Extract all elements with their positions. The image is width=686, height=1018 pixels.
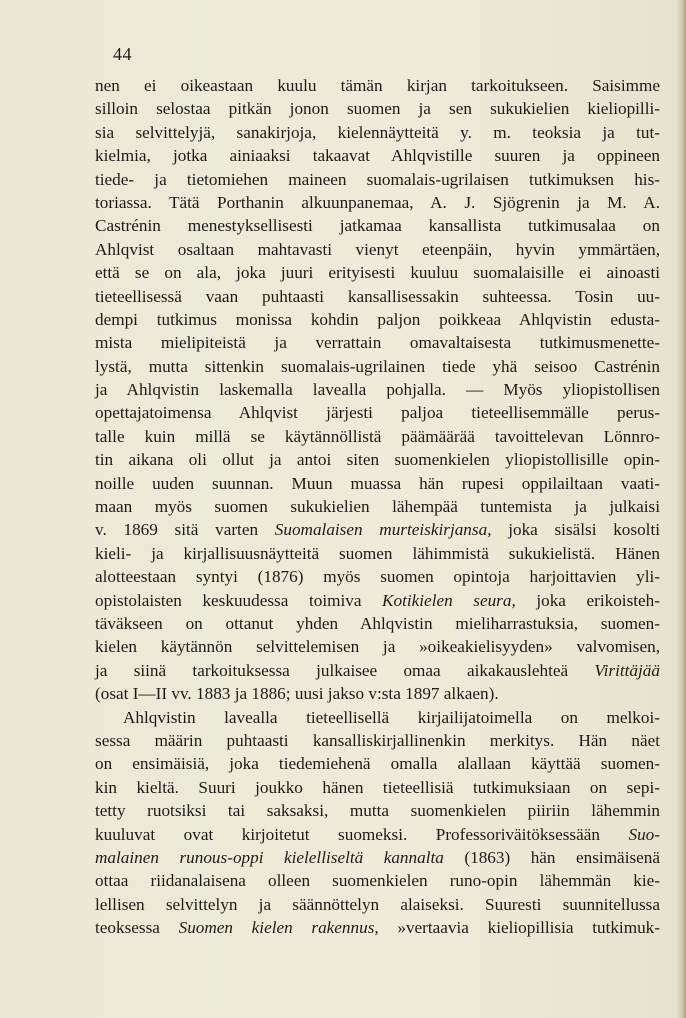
italic-title: Kotikielen seura, <box>382 590 516 610</box>
italic-title: Suomen kielen rakennus, <box>178 918 379 938</box>
text-run: Ahlqvistin lavealla tieteellisellä kirjailijatoimella on melkoi- <box>123 707 660 727</box>
text-run: tieteellisessä vaan puhtaasti kansallisessakin suhteessa. Tosin uu- <box>95 286 660 306</box>
text-run: lystä, mutta sittenkin suomalais-ugrilainen tiede yhä seisoo Castrénin <box>95 356 660 376</box>
text-line <box>95 97 660 120</box>
text-run: mista mielipiteistä ja verrattain omavaltaisesta tutkimusmenette- <box>95 333 660 353</box>
text-run: kuuluvat ovat kirjoitetut suomeksi. Professoriväitöksessään <box>95 824 629 844</box>
text-line <box>95 916 660 939</box>
text-line <box>95 846 660 869</box>
text-run: kin kieltä. Suuri joukko hänen tieteellisiä tutkimuksiaan on sepi- <box>95 777 660 797</box>
text-line <box>95 448 660 471</box>
text-line <box>95 893 660 916</box>
text-run: sessa määrin puhtaasti kansalliskirjallinenkin merkitys. Hän näet <box>95 730 660 750</box>
text-line <box>95 425 660 448</box>
text-line <box>95 401 660 424</box>
text-line <box>95 214 660 237</box>
italic-title: Suo- <box>628 824 660 844</box>
text-run: Castrénin menestyksellisesti jatkamaa kansallista tutkimusalaa on <box>95 216 660 236</box>
text-line <box>95 121 660 144</box>
text-line <box>95 542 660 565</box>
text-line <box>95 635 660 658</box>
text-run: (osat I—II vv. 1883 ja 1886; uusi jakso v:sta 1897 alkaen). <box>95 684 499 704</box>
text-run: joka erikoisteh- <box>515 590 660 610</box>
text-line <box>95 752 660 775</box>
text-run: toriassa. Tätä Porthanin alkuunpanemaa, A. J. Sjögrenin ja M. A. <box>95 192 660 212</box>
text-run: noille uuden suunnan. Muun muassa hän rupesi oppilailtaan vaati- <box>95 473 660 493</box>
text-run: sia selvittelyjä, sanakirjoja, kielennäytteitä y. m. teoksia ja tut- <box>95 122 660 142</box>
text-run: kielen käytännön selvittelemisen ja »oikeakielisyyden» valvomisen, <box>95 637 660 657</box>
text-run: opistolaisten keskuudessa toimiva <box>95 590 383 610</box>
text-line <box>95 589 660 612</box>
text-run: ottaa riidanalaisena olleen suomenkielen runo-opin lähemmän kie- <box>95 871 660 891</box>
text-run: opettajatoimensa Ahlqvist järjesti paljoa tieteellisemmälle perus- <box>95 403 660 423</box>
text-line <box>95 261 660 284</box>
page-edge-shadow <box>676 0 686 1018</box>
text-line <box>95 612 660 635</box>
text-run: (1863) hän ensimäisenä <box>443 847 661 867</box>
text-line <box>95 776 660 799</box>
text-run: alotteestaan syntyi (1876) myös suomen opintoja harjoittavien yli- <box>95 567 660 587</box>
text-line <box>95 565 660 588</box>
text-line <box>95 869 660 892</box>
text-line <box>95 378 660 401</box>
text-line <box>95 823 660 846</box>
text-line <box>95 659 660 682</box>
text-run: kielmia, jotka ainiaaksi takaavat Ahlqvistille suuren ja oppineen <box>95 146 660 166</box>
page-number: 44 <box>113 44 132 64</box>
text-line <box>95 729 660 752</box>
text-line <box>95 74 660 97</box>
text-line <box>95 144 660 167</box>
text-run: tin aikana oli ollut ja antoi siten suomenkielen yliopistollisille opin- <box>95 450 660 470</box>
text-run: maan myös suomen sukukielien lähempää tuntemista ja julkaisi <box>95 497 660 517</box>
text-run: Ahlqvist osaltaan mahtavasti vienyt eteenpäin, hyvin ymmärtäen, <box>95 239 660 259</box>
text-run: lellisen selvittelyn ja säännöttelyn alaiseksi. Suuresti suunnitellussa <box>95 894 660 914</box>
text-run: joka sisälsi kosolti <box>491 520 660 540</box>
italic-title: Virittäjää <box>594 660 660 680</box>
text-run: täväkseen on ottanut yhden Ahlqvistin mieliharrastuksia, suomen- <box>95 613 660 633</box>
text-line <box>95 355 660 378</box>
text-line <box>95 191 660 214</box>
text-run: ja Ahlqvistin laskemalla lavealla pohjalla. — Myös yliopistollisen <box>95 380 660 400</box>
text-run: dempi tutkimus monissa kohdin paljon poikkeaa Ahlqvistin edusta- <box>95 309 660 329</box>
text-run: talle kuin millä se käytännöllistä päämäärää tavoittelevan Lönnro- <box>95 426 660 446</box>
text-line <box>95 238 660 261</box>
text-run: »vertaavia kieliopillisia tutkimuk- <box>378 918 660 938</box>
text-line <box>95 799 660 822</box>
text-run: nen ei oikeastaan kuulu tämän kirjan tarkoitukseen. Saisimme <box>95 76 660 95</box>
text-line <box>95 682 660 705</box>
text-line <box>95 472 660 495</box>
text-run: v. 1869 sitä varten <box>95 520 275 540</box>
text-run: kieli- ja kirjallisuusnäytteitä suomen lähimmistä sukukielistä. Hänen <box>95 543 660 563</box>
text-line <box>95 518 660 541</box>
text-line <box>95 331 660 354</box>
text-run: tiede- ja tietomiehen maineen suomalais-ugrilaisen tutkimuksen his- <box>95 169 660 189</box>
text-line <box>95 168 660 191</box>
italic-title: malainen runous-oppi kielelliseltä kannalta <box>95 847 444 867</box>
italic-title: Suomalaisen murteiskirjansa, <box>274 520 492 540</box>
text-line <box>95 308 660 331</box>
body-text <box>95 74 660 939</box>
text-run: tetty ruotsiksi tai saksaksi, mutta suomenkielen piiriin lähemmin <box>95 801 660 821</box>
text-run: teoksessa <box>95 918 179 938</box>
text-line <box>95 285 660 308</box>
text-line <box>95 495 660 518</box>
text-run: on ensimäisiä, joka tiedemiehenä omalla alallaan käyttää suomen- <box>95 754 660 774</box>
text-run: että se on ala, joka juuri erityisesti kuuluu suomalaisille ei ainoasti <box>95 263 660 283</box>
text-line <box>95 706 660 729</box>
text-run: silloin selostaa pitkän jonon suomen ja sen sukukielien kieliopilli- <box>95 99 660 119</box>
text-run: ja siinä tarkoituksessa julkaisee omaa aikakauslehteä <box>95 660 595 680</box>
